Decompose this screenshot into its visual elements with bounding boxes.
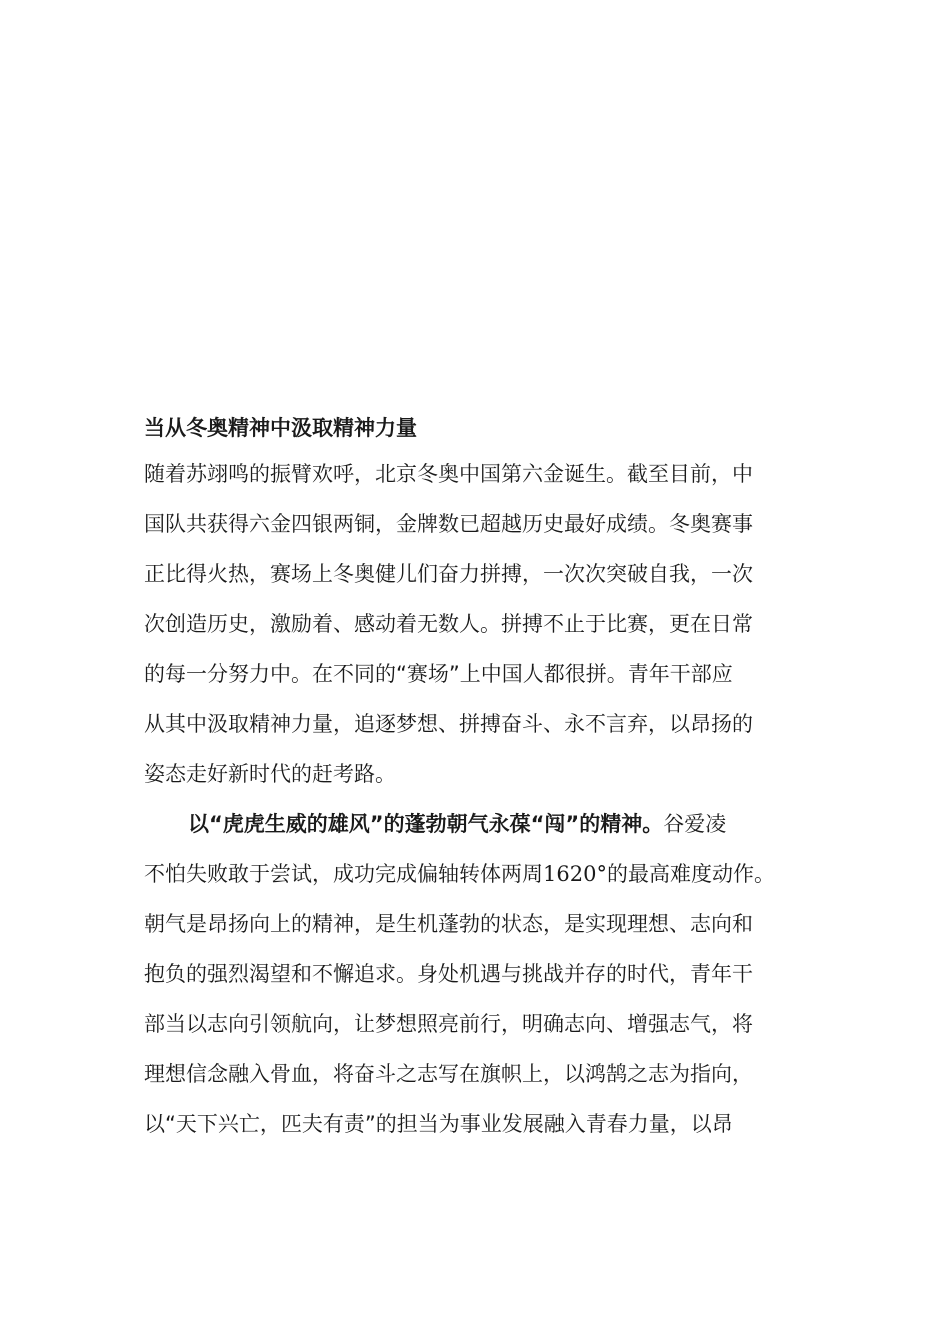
paragraph-line: 次创造历史，激励着、感动着无数人。拼搏不止于比赛，更在日常: [144, 612, 753, 636]
paragraph-line: 以“天下兴亡，匹夫有责”的担当为事业发展融入青春力量，以昂: [144, 1112, 733, 1136]
paragraph-line: 正比得火热，赛场上冬奥健儿们奋力拼搏，一次次突破自我，一次: [144, 562, 753, 586]
paragraph-text: 不怕失败敢于尝试，成功完成偏轴转体两周: [144, 862, 543, 886]
paragraph-line: 部当以志向引领航向，让梦想照亮前行，明确志向、增强志气，将: [144, 1012, 753, 1036]
paragraph-line: 朝气是昂扬向上的精神，是生机蓬勃的状态，是实现理想、志向和: [144, 912, 753, 936]
document-body: [144, 407, 824, 1149]
paragraph-line: 抱负的强烈渴望和不懈追求。身处机遇与挑战并存的时代，青年干: [144, 962, 753, 986]
paragraph-text: 的最高难度动作。: [606, 862, 775, 886]
paragraph-line: 从其中汲取精神力量，追逐梦想、拼搏奋斗、永不言弃，以昂扬的: [144, 712, 753, 736]
paragraph-2: [144, 799, 824, 1149]
paragraph-line: 的每一分努力中。在不同的“赛场”上中国人都很拼。青年干部应: [144, 662, 733, 686]
paragraph-line: 国队共获得六金四银两铜，金牌数已超越历史最好成绩。冬奥赛事: [144, 512, 753, 536]
paragraph-1: [144, 449, 824, 799]
angle-value: 1620°: [543, 862, 607, 886]
paragraph-line: 理想信念融入骨血，将奋斗之志写在旗帜上，以鸿鹄之志为指向，: [144, 1062, 753, 1086]
article-title: 当从冬奥精神中汲取精神力量: [144, 416, 417, 440]
paragraph-first-line: [144, 799, 824, 849]
paragraph-line: 随着苏翊鸣的振臂欢呼，北京冬奥中国第六金诞生。截至目前，中: [144, 462, 753, 486]
paragraph-line: [144, 849, 824, 899]
paragraph-heading: 以“虎虎生威的雄风”的蓬勃朝气永葆“闯”的精神。: [188, 812, 664, 836]
paragraph-line: 姿态走好新时代的赶考路。: [144, 762, 396, 786]
paragraph-text: 谷爱凌: [663, 812, 727, 836]
